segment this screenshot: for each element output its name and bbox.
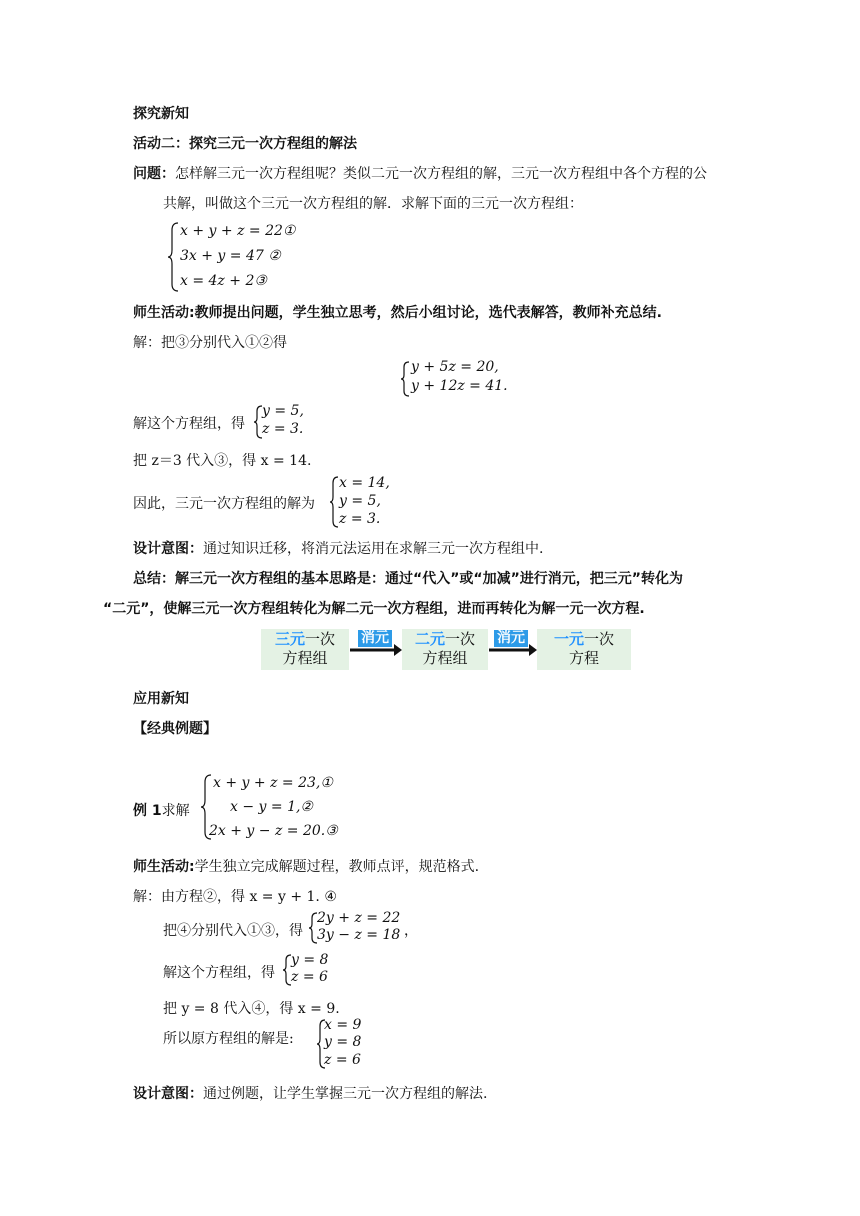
example-text: 求解 — [161, 803, 190, 819]
section-title-explore: 探究新知 — [133, 106, 189, 122]
solution-2-final: 所以原方程组的解是: — [163, 1031, 294, 1047]
solution-2-substitute-y: 把 y = 8 代入④，得 x = 9. — [163, 1001, 340, 1017]
design-intent-1 — [133, 538, 543, 558]
flow-box-one — [537, 629, 631, 670]
equation-6-1: 2y + z = 22 — [317, 910, 401, 926]
equation-8-3: z = 6 — [324, 1052, 361, 1068]
brace-icon — [401, 361, 411, 397]
equation-5-1: x + y + z = 23,① — [213, 775, 333, 791]
activity-title: 活动二：探究三元一次方程组的解法 — [133, 136, 357, 152]
classic-examples-title: 【经典例题】 — [133, 721, 217, 737]
design-intent-2 — [133, 1083, 487, 1103]
equation-3-1: y = 5, — [262, 403, 304, 419]
brace-icon — [168, 222, 180, 292]
flow-box-two-hl: 二元 — [414, 630, 445, 648]
flow-box-two — [402, 629, 488, 670]
flow-box-three-rest: 一次 — [305, 630, 336, 648]
design-label-1: 设计意图： — [133, 541, 203, 557]
flow-box-two-line2: 方程组 — [422, 649, 468, 667]
solve-system-text: 解这个方程组，得 — [133, 416, 245, 432]
equation-6-comma: ， — [404, 923, 418, 939]
teacher-activity-1: 师生活动:教师提出问题，学生独立思考，然后小组讨论，选代表解答，教师补充总结. — [133, 305, 662, 321]
equation-5-3: 2x + y − z = 20.③ — [209, 823, 338, 839]
equation-6-2: 3y − z = 18 — [317, 927, 401, 943]
example-1-label — [133, 800, 190, 820]
question-line-2: 共解，叫做这个三元一次方程组的解．求解下面的三元一次方程组： — [163, 196, 583, 212]
flow-box-three-hl: 三元 — [274, 630, 305, 648]
flow-label-2: 消元 — [494, 630, 528, 647]
design-label-2: 设计意图： — [133, 1086, 203, 1102]
equation-3-2: z = 3. — [262, 421, 304, 437]
flow-label-1: 消元 — [358, 630, 392, 647]
equation-5-2: x − y = 1,② — [230, 799, 313, 815]
flow-box-one-hl: 一元 — [553, 630, 584, 648]
question-line-1 — [133, 163, 707, 183]
flow-box-two-rest: 一次 — [445, 630, 476, 648]
question-label: 问题： — [133, 166, 175, 182]
equation-4-3: z = 3. — [339, 511, 381, 527]
summary-line-2: “二元”，使解三元一次方程组转化为解二元一次方程组，进而再转化为解一元一次方程. — [103, 601, 645, 617]
teacher-activity-2-label: 师生活动: — [133, 859, 195, 875]
example-number: 例 1 — [133, 803, 162, 819]
substitute-text: 把 z＝3 代入③，得 x = 14. — [133, 453, 312, 469]
question-text-1: 怎样解三元一次方程组呢？类似二元一次方程组的解，三元一次方程组中各个方程的公 — [175, 166, 707, 182]
equation-7-2: z = 6 — [291, 969, 328, 985]
equation-2-1: y + 5z = 20, — [411, 359, 499, 375]
flow-box-three-line2: 方程组 — [282, 649, 328, 667]
solve-intro: 解：把③分别代入①②得 — [133, 335, 287, 351]
flow-box-three — [261, 629, 349, 670]
equation-2-2: y + 12z = 41. — [411, 378, 508, 394]
solution-2-solve: 解这个方程组，得 — [163, 965, 275, 981]
flow-box-one-rest: 一次 — [584, 630, 615, 648]
teacher-activity-2 — [133, 856, 479, 876]
teacher-activity-2-text: 学生独立完成解题过程，教师点评，规范格式. — [194, 859, 480, 875]
equation-3: x = 4z + 2③ — [180, 273, 267, 289]
design-text-2: 通过例题，让学生掌握三元一次方程组的解法. — [203, 1086, 488, 1102]
equation-8-2: y = 8 — [324, 1034, 362, 1050]
section-title-apply: 应用新知 — [133, 691, 189, 707]
therefore-text: 因此，三元一次方程组的解为 — [133, 496, 315, 512]
equation-4-1: x = 14, — [339, 475, 390, 491]
summary-line-1: 总结：解三元一次方程组的基本思路是：通过“代入”或“加减”进行消元，把三元”转化为 — [133, 571, 684, 587]
equation-2: 3x + y = 47 ② — [180, 248, 281, 264]
equation-4-2: y = 5, — [339, 493, 381, 509]
equation-8-1: x = 9 — [324, 1017, 362, 1033]
design-text-1: 通过知识迁移，将消元法运用在求解三元一次方程组中. — [203, 541, 544, 557]
equation-7-1: y = 8 — [291, 952, 329, 968]
solution-2-substitute: 把④分别代入①③，得 — [163, 923, 303, 939]
flow-box-one-line2: 方程 — [568, 649, 599, 667]
equation-1: x + y + z = 22① — [180, 223, 296, 239]
solution-2-line-1: 解：由方程②，得 x = y + 1. ④ — [133, 889, 337, 905]
